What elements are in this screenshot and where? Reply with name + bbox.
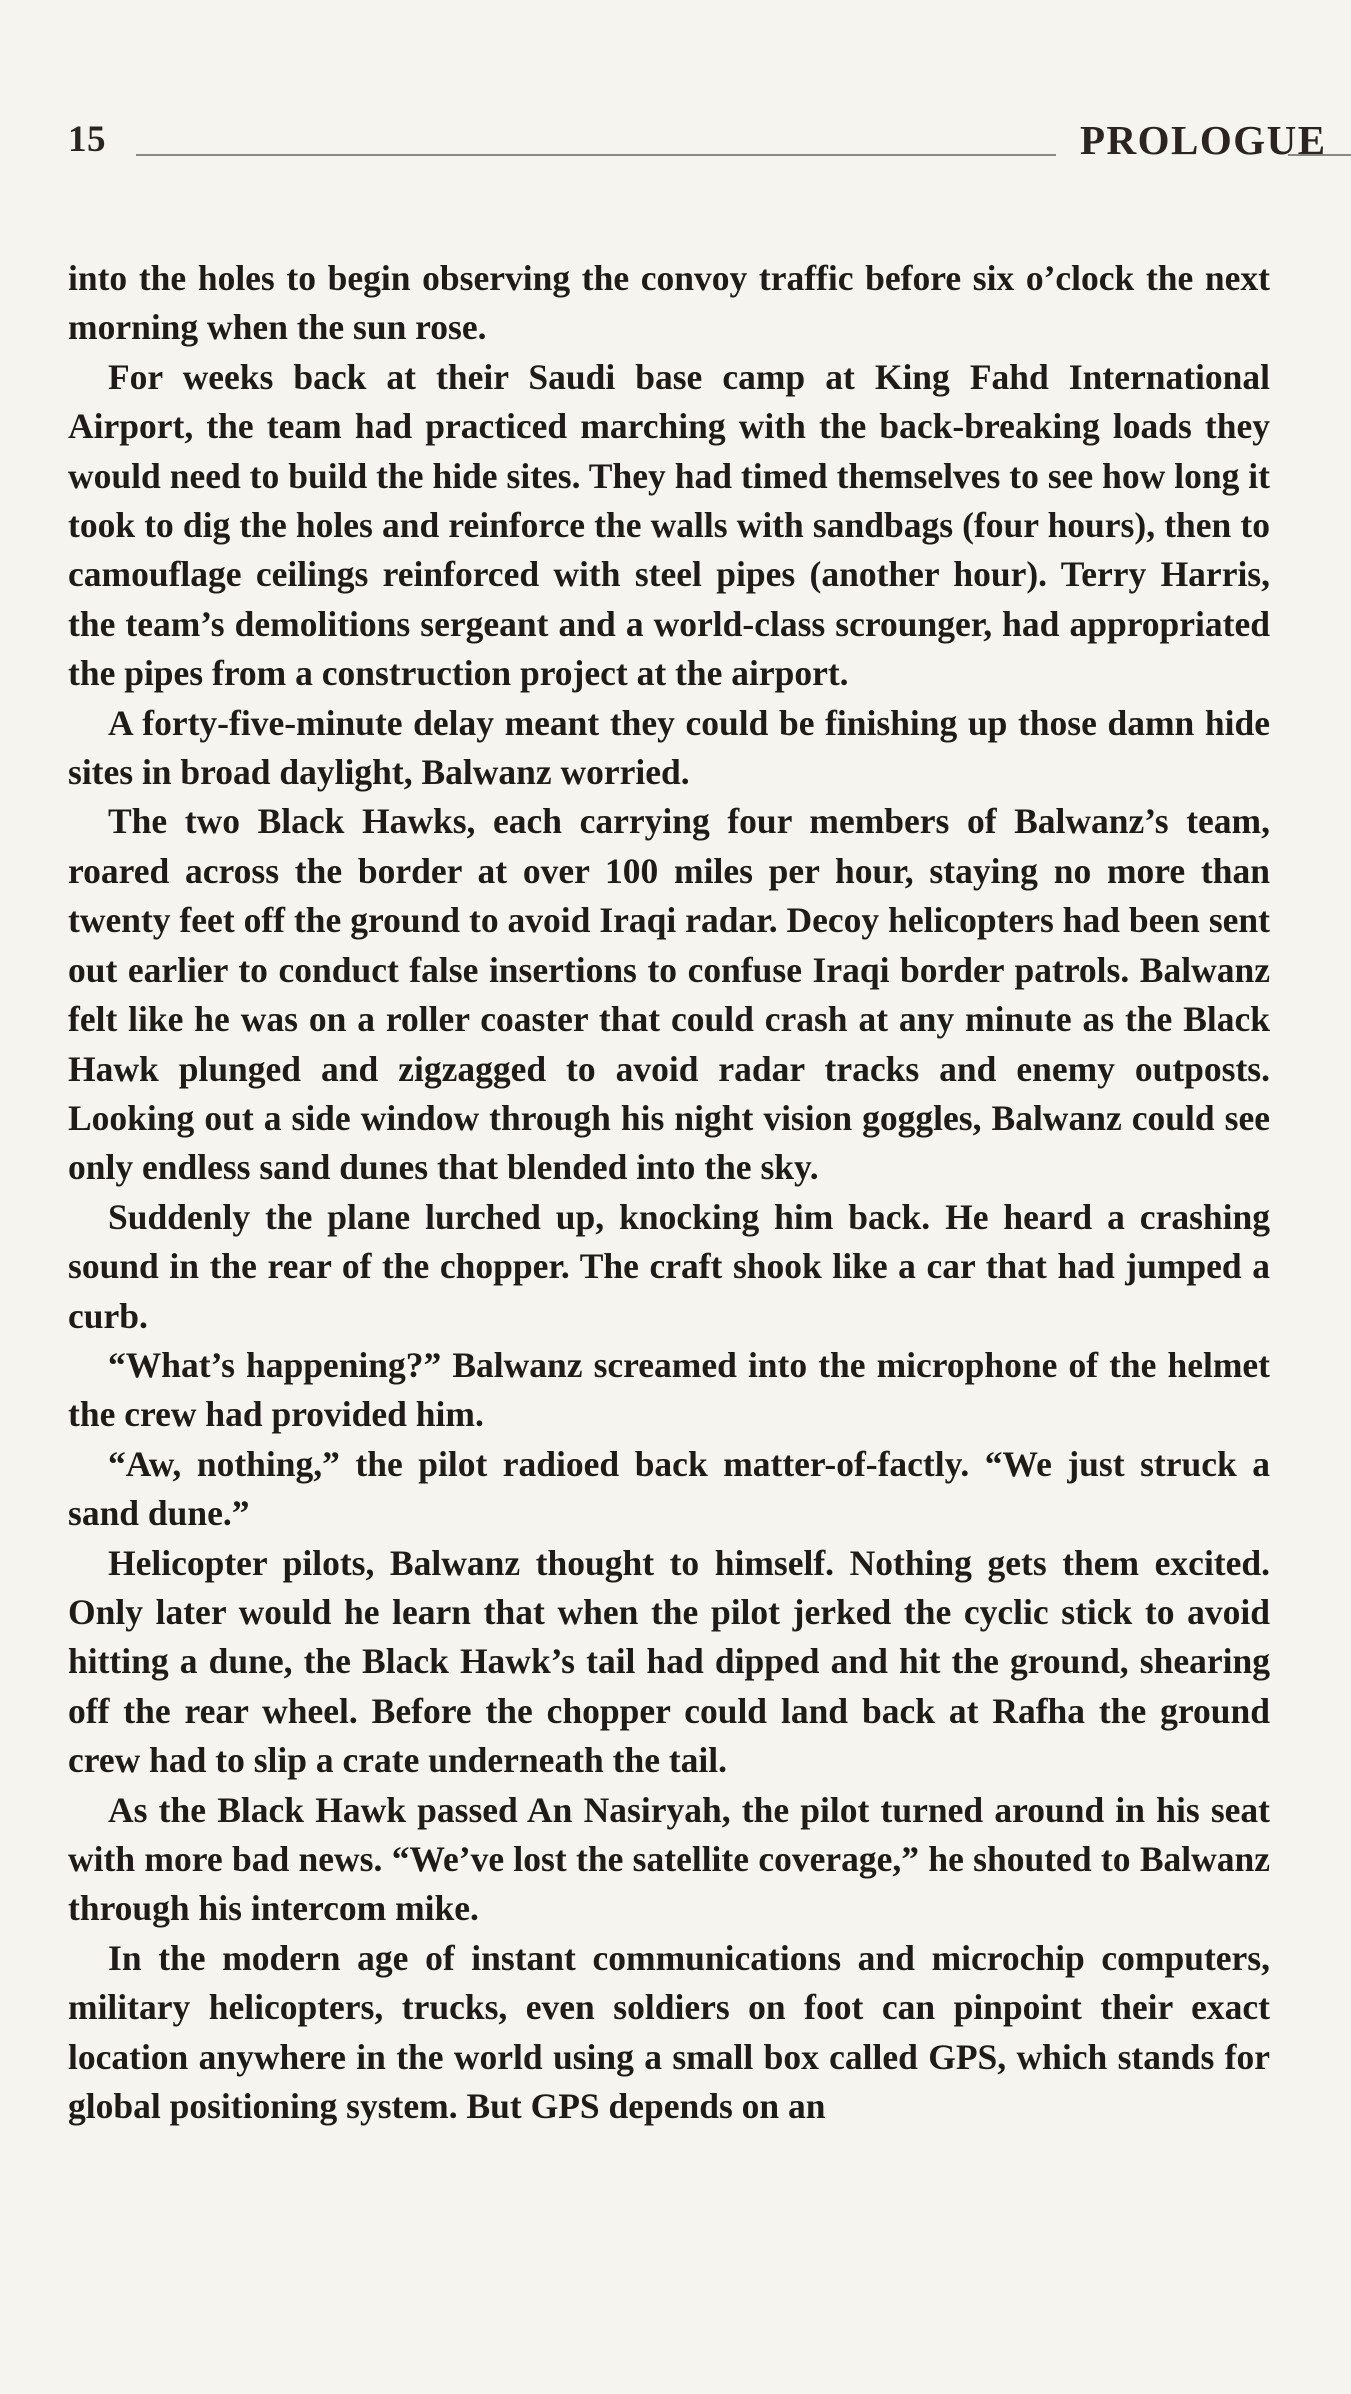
- paragraph-continued: into the holes to begin observing the convoy traffic before six o’clock the next morning when the sun rose.: [68, 258, 1270, 348]
- paragraph: “Aw, nothing,” the pilot radioed back matter-of-factly. “We just struck a sand dune.”: [68, 1443, 1270, 1534]
- paragraph: As the Black Hawk passed An Nasiryah, the pilot turned around in his seat with more bad news. “We’ve lost the satellite coverage,” he shouted to Balwanz through his intercom mike.: [68, 1789, 1270, 1929]
- paragraph: Suddenly the plane lurched up, knocking him back. He heard a crashing sound in the rear of the chopper. The craft shook like a car that had jumped a curb.: [68, 1196, 1270, 1336]
- paragraph: “What’s happening?” Balwanz screamed into the microphone of the helmet the crew had provided him.: [68, 1344, 1270, 1435]
- paragraph: In the modern age of instant communications and microchip computers, military helicopters, trucks, even soldiers on foot can pinpoint their exact location anywhere in the world using a small box called GPS, which stands for global positioning system. But GPS depends on an: [68, 1937, 1270, 2127]
- header-rule-right: [1288, 154, 1351, 156]
- paragraph: For weeks back at their Saudi base camp at King Fahd International Airport, the team had practiced marching with the back-breaking loads they would need to build the hide sites. They had timed themselves to see how long it took to dig the holes and reinforce the walls with sandbags (four hours), then to camouflage ceilings reinforced with steel pipes (another hour). Terry Harris, the team’s demolitions sergeant and a world-class scrounger, had appropriated the pipes from a construction project at the airport.: [68, 356, 1270, 694]
- chapter-title: PROLOGUE: [1080, 117, 1327, 163]
- paragraph: Helicopter pilots, Balwanz thought to himself. Nothing gets them excited. Only later would he learn that when the pilot jerked the cyclic stick to avoid hitting a dune, the Black Hawk’s tail had dipped and hit the ground, shearing off the rear wheel. Before the chopper could land back at Rafha the ground crew had to slip a crate underneath the tail.: [68, 1542, 1270, 1781]
- paragraph: A forty-five-minute delay meant they could be finishing up those damn hide sites in broad daylight, Balwanz worried.: [68, 702, 1270, 793]
- paragraph: The two Black Hawks, each carrying four members of Balwanz’s team, roared across the border at over 100 miles per hour, staying no more than twenty feet off the ground to avoid Iraqi radar. Decoy helicopters had been sent out earlier to conduct false insertions to confuse Iraqi border patrols. Balwanz felt like he was on a roller coaster that could crash at any minute as the Black Hawk plunged and zigzagged to avoid radar tracks and enemy outposts. Looking out a side window through his night vision goggles, Balwanz could see only endless sand dunes that blended into the sky.: [68, 801, 1270, 1188]
- body-text: [68, 254, 1270, 2131]
- running-head: [68, 112, 1351, 172]
- page-number: 15: [68, 119, 106, 160]
- header-rule-left: [136, 154, 1056, 156]
